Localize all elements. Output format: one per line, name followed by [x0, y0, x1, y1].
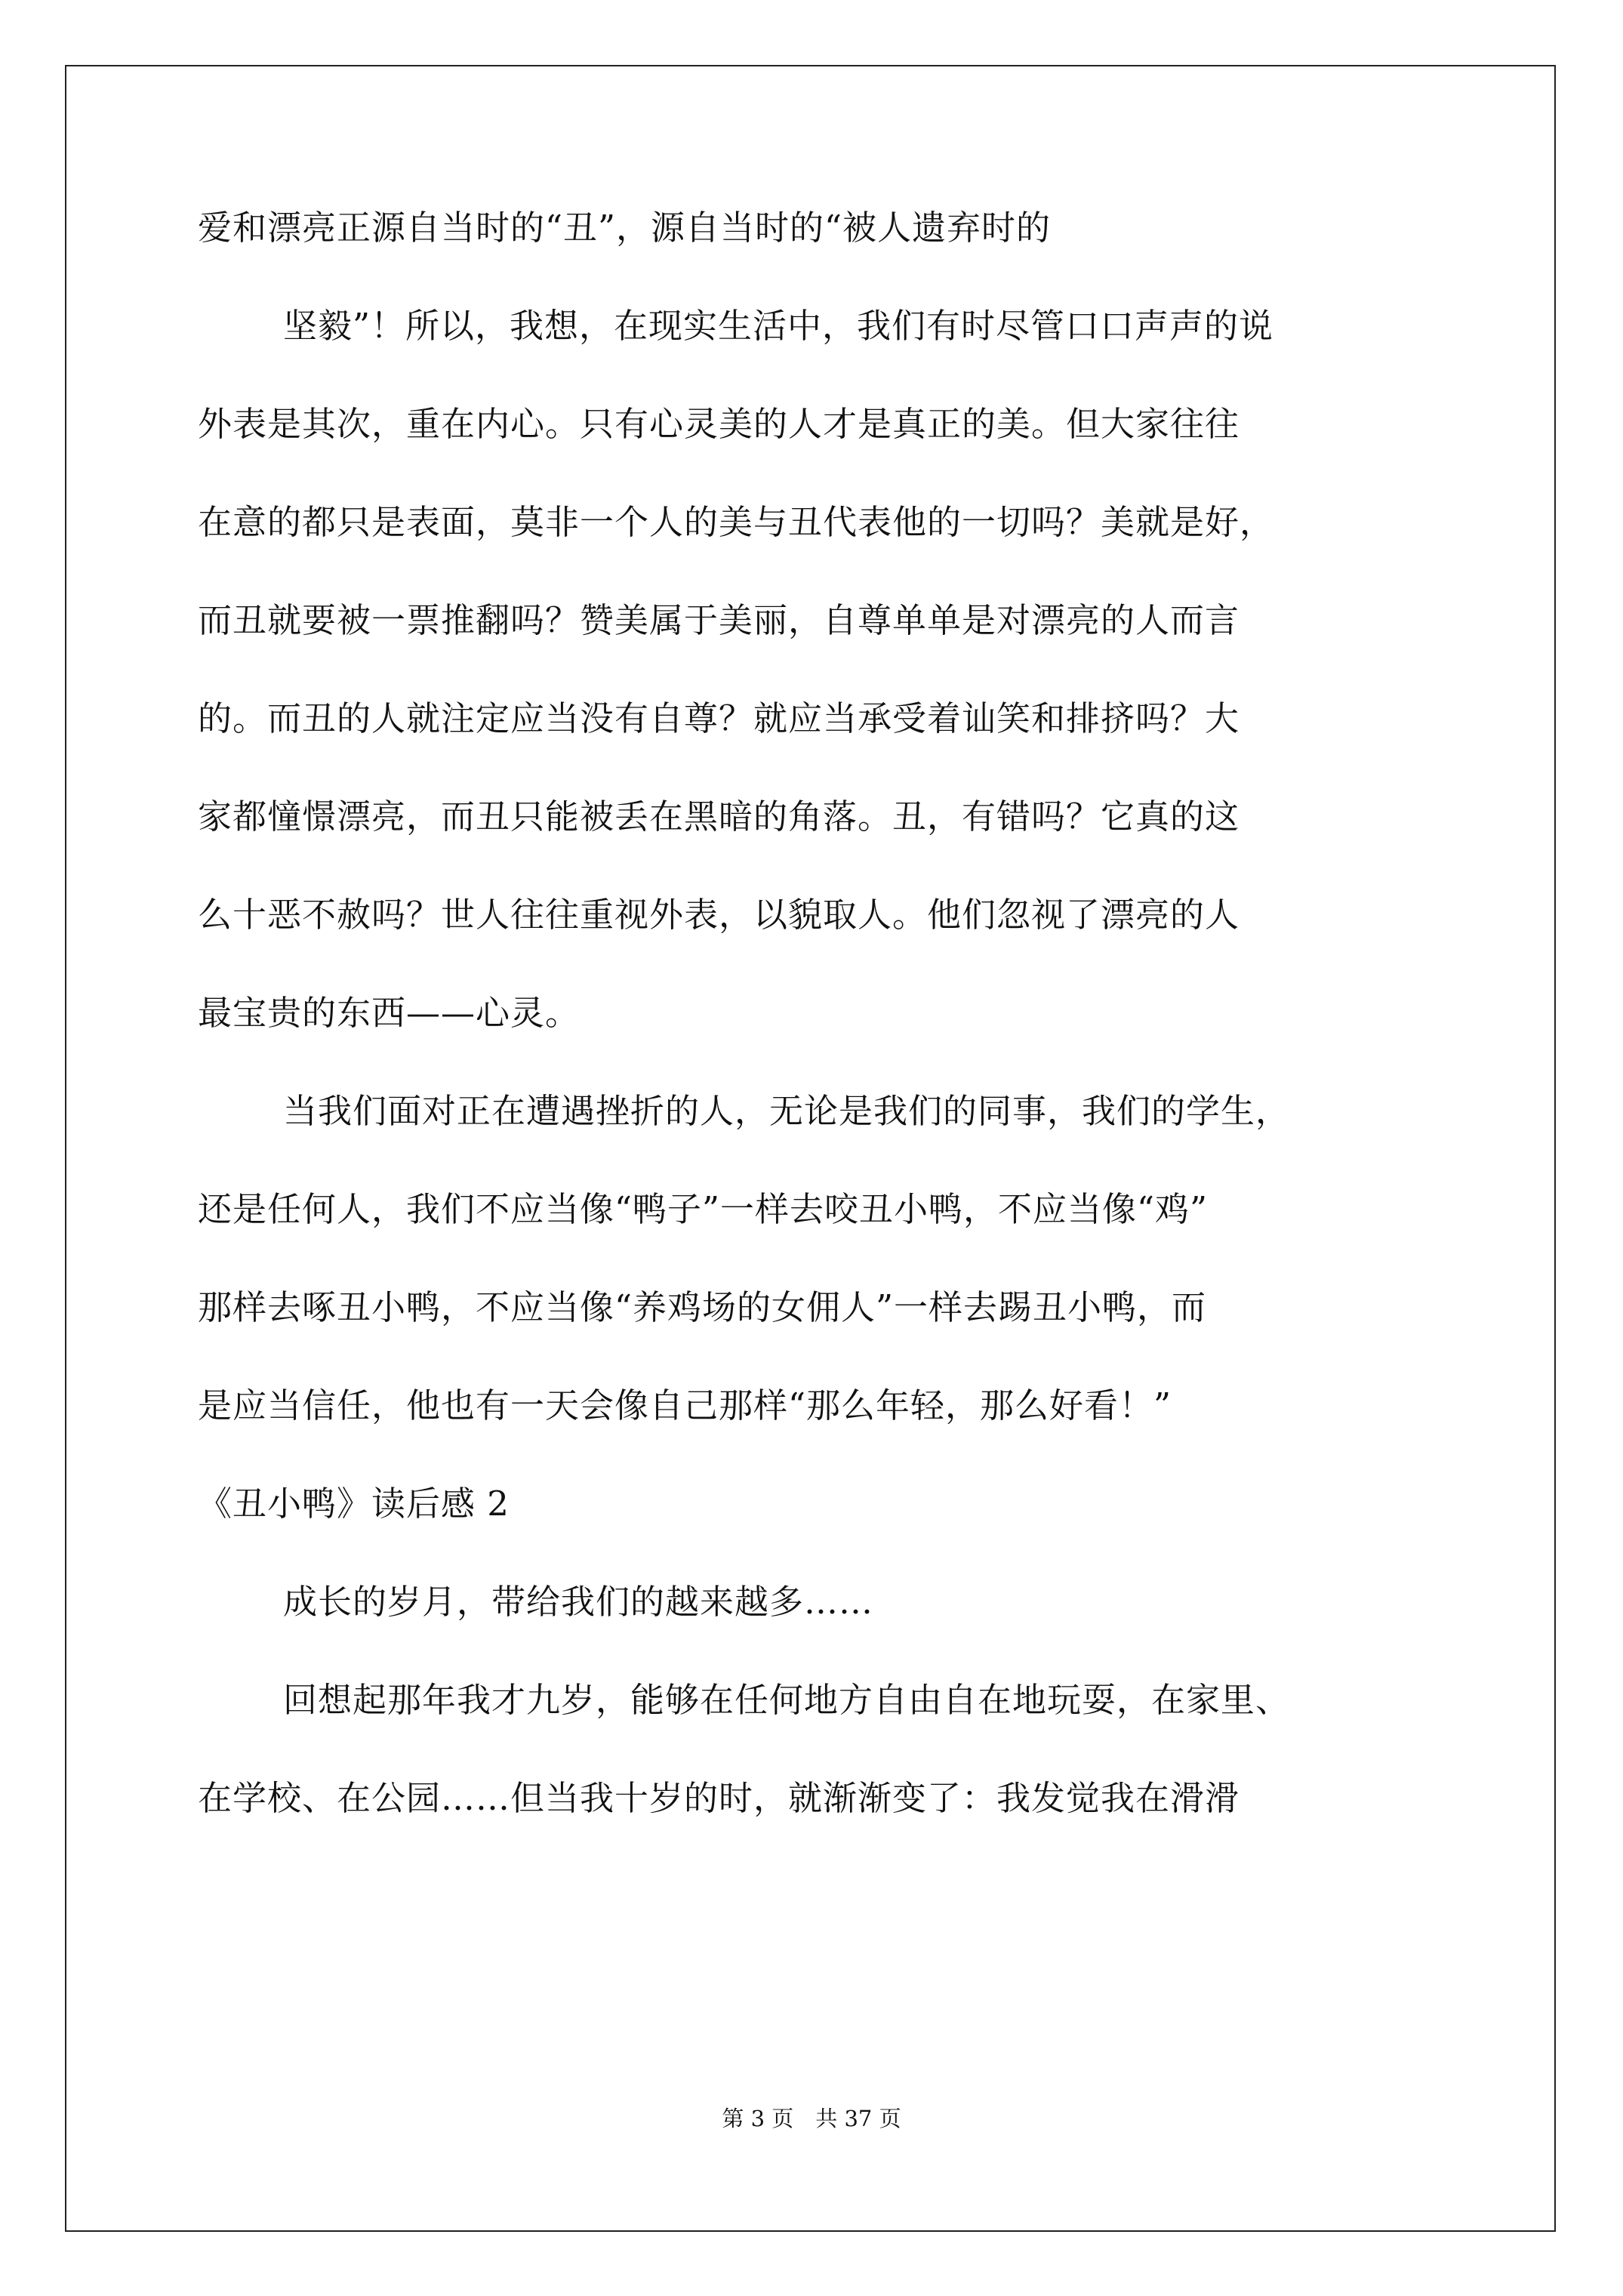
text-line: 回想起那年我才九岁，能够在任何地方自由自在地玩耍，在家里、: [283, 1680, 1291, 1720]
text-line: 坚毅”！所以，我想，在现实生活中，我们有时尽管口口声声的说: [283, 306, 1274, 346]
text-line: 当我们面对正在遭遇挫折的人，无论是我们的同事，我们的学生，: [283, 1091, 1291, 1131]
text-line: 的。而丑的人就注定应当没有自尊？就应当承受着讪笑和排挤吗？大: [198, 698, 1240, 738]
text-line: 而丑就要被一票推翻吗？赞美属于美丽，自尊单单是对漂亮的人而言: [198, 600, 1240, 640]
text-line: 么十恶不赦吗？世人往往重视外表，以貌取人。他们忽视了漂亮的人: [198, 895, 1240, 935]
text-line: 在学校、在公园……但当我十岁的时，就渐渐变了：我发觉我在滑滑: [198, 1778, 1240, 1818]
text-line: 外表是其次，重在内心。只有心灵美的人才是真正的美。但大家往往: [198, 404, 1240, 444]
page-border: [65, 65, 1556, 2232]
section-heading: 《丑小鸭》读后感 2: [198, 1484, 510, 1524]
page-number-footer: 第 3 页 共 37 页: [722, 2106, 901, 2131]
text-line: 家都憧憬漂亮，而丑只能被丢在黑暗的角落。丑，有错吗？它真的这: [198, 797, 1240, 837]
text-line: 那样去啄丑小鸭，不应当像“养鸡场的女佣人”一样去踢丑小鸭，而: [198, 1287, 1207, 1327]
text-line: 是应当信任，他也有一天会像自己那样“那么年轻，那么好看！”: [198, 1385, 1172, 1425]
text-line: 成长的岁月，带给我们的越来越多……: [283, 1582, 874, 1622]
text-line: 最宝贵的东西——心灵。: [198, 993, 581, 1033]
text-line: 还是任何人，我们不应当像“鸭子”一样去咬丑小鸭，不应当像“鸡”: [198, 1189, 1209, 1229]
text-line: 爱和漂亮正源自当时的“丑”，源自当时的“被人遗弃时的: [198, 208, 1052, 248]
text-line: 在意的都只是表面，莫非一个人的美与丑代表他的一切吗？美就是好，: [198, 502, 1275, 542]
